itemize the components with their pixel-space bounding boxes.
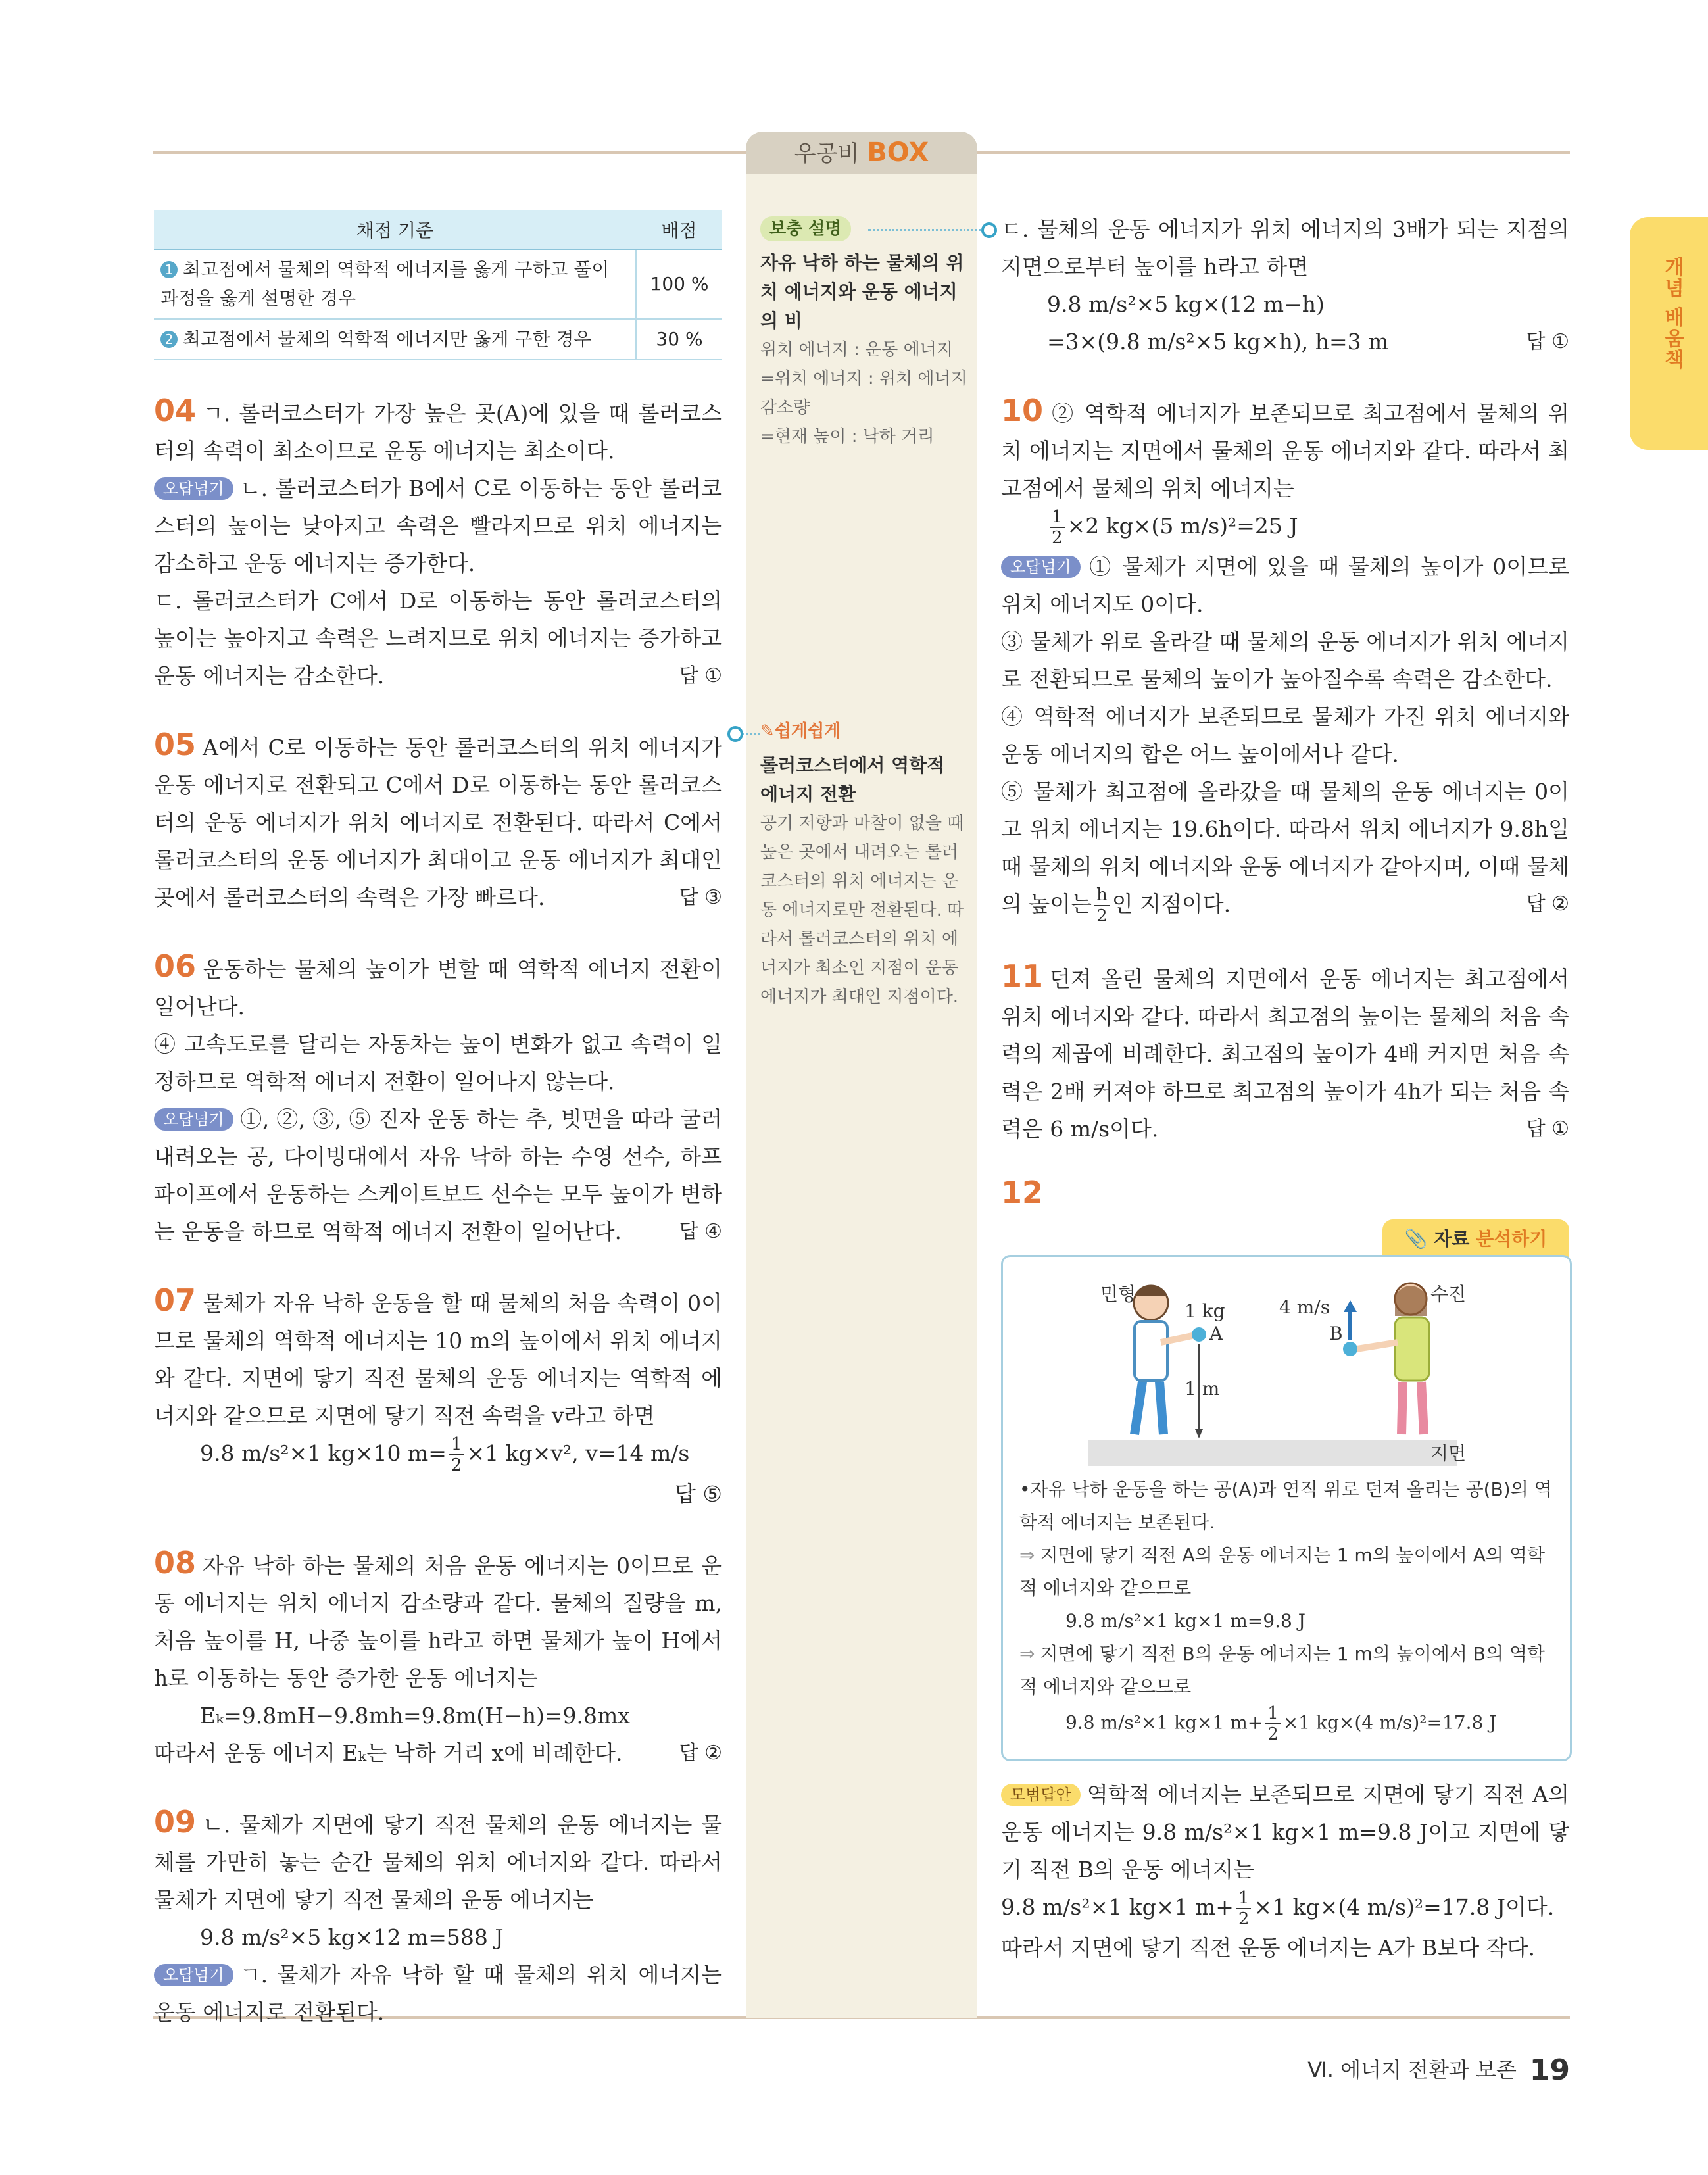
arrow-icon: ⇒	[1019, 1544, 1035, 1566]
table-row: 1 최고점에서 물체의 역학적 에너지를 옳게 구하고 풀이 과정을 옳게 설명한 경우 100 %	[154, 249, 722, 319]
speed-label: 4 m/s	[1279, 1296, 1330, 1318]
answer-mark: 답 ①	[1526, 1117, 1569, 1140]
fraction: $\frac{h}{2}$	[1094, 885, 1110, 926]
fraction: $\frac{1}{2}$	[1236, 1888, 1252, 1929]
question-10: 10 ② 역학적 에너지가 보존되므로 최고점에서 물체의 위치 에너지는 지면에서 물체의 운동 에너지와 같다. 따라서 최고점에서 물체의 위치 에너지는 $\frac{1}{2}$ ×2 kg×(5 m/s)²=25 J 오답넘기 ① 물체가 지면에 있을 때 물체의 높이가 0이므로 위치 에너지도 0이다. ③ 물체가 위로 올라갈 때 물체의 운동 에너지가 위치 에너지로 전환되므로 물체의 높이가 높아질수록 속력은 감소한다. ④ 역학적 에너지가 보존되므로 물체가 가진 위치 에너지와 운동 에너지의 합은 어느 높이에서나 같다. ⑤ 물체가 최고점에 올라갔을 때 물체의 운동 에너지는 0이고 위치 에너지는 19.6h이다. 따라서 위치 에너지가 9.8h일 때 물체의 위치 에너지와 운동 에너지가 같아지며, 이때 물체의 높이는 $\frac{h}{2}$ 인 지점이다. 답 ②	[1001, 393, 1569, 926]
question-06: 06 운동하는 물체의 높이가 변할 때 역학적 에너지 전환이 일어난다. ④ 고속도로를 달리는 자동차는 높이 변화가 없고 속력이 일정하므로 역학적 에너지 전환이 일어나지 않는다. 오답넘기 ①, ②, ③, ⑤ 진자 운동 하는 추, 빗면을 따라 굴러 내려오는 공, 다이빙대에서 자유 낙하 하는 수영 선수, 하프파이프에서 운동하는 스케이트보드 선수는 모두 높이가 변하는 운동을 하므로 역학적 에너지 전환이 일어난다. 답 ④	[154, 948, 722, 1250]
box-title: 우공비 BOX	[746, 132, 977, 174]
answer-mark: 답 ①	[1526, 330, 1569, 353]
data-analysis-tag: 📎 자료 분석하기	[1382, 1219, 1569, 1259]
height-label: 1 m	[1184, 1378, 1220, 1400]
answer-mark: 답 ⑤	[675, 1481, 722, 1507]
ball-a-label: A	[1209, 1323, 1223, 1344]
number-badge: 2	[160, 331, 178, 348]
question-11: 11 던져 올린 물체의 지면에서 운동 에너지는 최고점에서 위치 에너지와 같다. 따라서 최고점의 높이는 물체의 처음 속력의 제곱에 비례한다. 최고점의 높이가 4배 커지면 처음 속력은 2배 커져야 하므로 최고점의 높이가 4h가 되는 처음 속력은 6 m/s이다. 답 ①	[1001, 958, 1569, 1148]
question-12-header: 12	[1001, 1175, 1044, 1210]
fraction: $\frac{1}{2}$	[1050, 507, 1065, 548]
left-column	[154, 210, 722, 2031]
answer-mark: 답 ①	[679, 664, 722, 687]
answer-mark: 답 ②	[1526, 892, 1569, 916]
question-04: 04 ㄱ. 롤러코스터가 가장 높은 곳(A)에 있을 때 롤러코스터의 속력이 최소이므로 운동 에너지는 최소이다. 오답넘기 ㄴ. 롤러코스터가 B에서 C로 이동하는 동안 롤러코스터의 높이는 낮아지고 속력은 빨라지므로 위치 에너지는 감소하고 운동 에너지는 증가한다. ㄷ. 롤러코스터가 C에서 D로 이동하는 동안 롤러코스터의 높이는 높아지고 속력은 느려지므로 위치 에너지는 증가하고 운동 에너지는 감소한다. 답 ①	[154, 392, 722, 695]
person-left-label: 민형	[1100, 1283, 1136, 1305]
connector-dot	[981, 222, 997, 238]
wrong-answer-badge: 오답넘기	[154, 1108, 233, 1131]
question-09: 09 ㄴ. 물체가 지면에 닿기 직전 물체의 운동 에너지는 물체를 가만히 놓는 순간 물체의 위치 에너지와 같다. 따라서 물체가 지면에 닿기 직전 물체의 운동 에너지는 9.8 m/s²×5 kg×12 m=588 J 오답넘기 ㄱ. 물체가 자유 낙하 할 때 물체의 위치 에너지는 운동 에너지로 전환된다.	[154, 1804, 722, 2025]
answer-mark: 답 ④	[679, 1220, 722, 1243]
wrong-answer-badge: 오답넘기	[154, 1964, 233, 1986]
page-footer	[1307, 2053, 1570, 2087]
model-answer-badge: 모범답안	[1001, 1784, 1081, 1806]
chapter-side-tab[interactable]: 개념 배움책	[1630, 217, 1708, 450]
supplement-note: 보충 설명 자유 낙하 하는 물체의 위치 에너지와 운동 에너지의 비 위치 에너지 : 운동 에너지 =위치 에너지 : 위치 에너지 감소량 =현재 높이 : 낙하 거리	[760, 214, 968, 451]
points-header: 배점	[636, 210, 722, 249]
number-badge: 1	[160, 261, 178, 278]
question-09-cont: ㄷ. 물체의 운동 에너지가 위치 에너지의 3배가 되는 지점의 지면으로부터 높이를 h라고 하면 9.8 m/s²×5 kg×(12 m−h) =3×(9.8 m/s²×5 kg×h), h=3 m 답 ①	[1001, 210, 1569, 360]
fraction: $\frac{1}{2}$	[449, 1434, 464, 1475]
wrong-answer-badge: 오답넘기	[154, 477, 233, 500]
easy-note: ✎쉽게쉽게 롤러코스터에서 역학적 에너지 전환 공기 저항과 마찰이 없을 때 높은 곳에서 내려오는 롤러코스터의 위치 에너지는 운동 에너지로만 전환된다. 따라서 롤러코스터의 위치 에너지가 최소인 지점이 운동 에너지가 최대인 지점이다.	[760, 717, 968, 1012]
chapter-title: Ⅵ. 에너지 전환과 보존	[1307, 2057, 1517, 2082]
question-05: 05 A에서 C로 이동하는 동안 롤러코스터의 위치 에너지가 운동 에너지로 전환되고 C에서 D로 이동하는 동안 롤러코스터의 운동 에너지가 위치 에너지로 전환된다. 따라서 C에서 롤러코스터의 운동 에너지가 최대이고 운동 에너지가 최대인 곳에서 롤러코스터의 속력은 가장 빠르다. 답 ③	[154, 726, 722, 916]
person-right-label: 수진	[1430, 1283, 1467, 1305]
question-08: 08 자유 낙하 하는 물체의 처음 운동 에너지는 0이므로 운동 에너지는 위치 에너지 감소량과 같다. 물체의 질량을 m, 처음 높이를 H, 나중 높이를 h라고 하면 물체가 높이 H에서 h로 이동하는 동안 증가한 운동 에너지는 Eₖ=9.8mH−9.8mh=9.8m(H−h)=9.8mx 따라서 운동 에너지 Eₖ는 낙하 거리 x에 비례한다. 답 ②	[154, 1544, 722, 1772]
fraction: $\frac{1}{2}$	[1265, 1703, 1281, 1744]
question-07: 07 물체가 자유 낙하 운동을 할 때 물체의 처음 속력이 0이므로 물체의 역학적 에너지는 10 m의 높이에서 위치 에너지와 같다. 지면에 닿기 직전 물체의 운동 에너지는 역학적 에너지와 같으므로 지면에 닿기 직전 속력을 v라고 하면 9.8 m/s²×1 kg×10 m= $\frac{1}{2}$ ×1 kg×v², v=14 m/s 답 ⑤	[154, 1283, 722, 1507]
answer-mark: 답 ②	[679, 1742, 722, 1765]
clip-icon: 📎	[1404, 1228, 1434, 1250]
page-number: 19	[1529, 2053, 1570, 2087]
arrow-icon: ⇒	[1019, 1643, 1035, 1665]
pencil-icon: ✎	[760, 721, 775, 741]
figure-explanation: •자유 낙하 운동을 하는 공(A)과 연직 위로 던져 올리는 공(B)의 역학적 에너지는 보존된다. ⇒ 지면에 닿기 직전 A의 운동 에너지는 1 m의 높이에서 A의 역학적 에너지와 같으므로 9.8 m/s²×1 kg×1 m=9.8 J ⇒ 지면에 닿기 직전 B의 운동 에너지는 1 m의 높이에서 B의 역학적 에너지와 같으므로 9.8 m/s²×1 kg×1 m+ $\frac{1}{2}$ ×1 kg×(4 m/s)²=17.8 J	[1019, 1479, 1552, 1744]
answer-mark: 답 ③	[679, 886, 722, 909]
supplement-label: 보충 설명	[760, 216, 851, 241]
criteria-header: 채점 기준	[154, 210, 636, 249]
model-answer: 모범답안 역학적 에너지는 보존되므로 지면에 닿기 직전 A의 운동 에너지는 9.8 m/s²×1 kg×1 m=9.8 J이고 지면에 닿기 직전 B의 운동 에너지는 9.8 m/s²×1 kg×1 m+ $\frac{1}{2}$ ×1 kg×(4 m/s)²=17.8 J이다. 따라서 지면에 닿기 직전 운동 에너지는 A가 B보다 작다.	[1001, 1782, 1569, 1961]
connector-dot	[727, 726, 743, 742]
connector-line	[868, 229, 987, 231]
ground-label: 지면	[1430, 1442, 1467, 1464]
scoring-table	[154, 210, 722, 360]
ball-illustration	[1003, 1257, 1570, 1474]
table-row: 2 최고점에서 물체의 역학적 에너지만 옳게 구한 경우 30 %	[154, 319, 722, 360]
ball-b-label: B	[1329, 1323, 1343, 1344]
right-column	[1001, 210, 1569, 1214]
wrong-answer-badge: 오답넘기	[1001, 556, 1081, 578]
mass-label: 1 kg	[1184, 1300, 1225, 1322]
